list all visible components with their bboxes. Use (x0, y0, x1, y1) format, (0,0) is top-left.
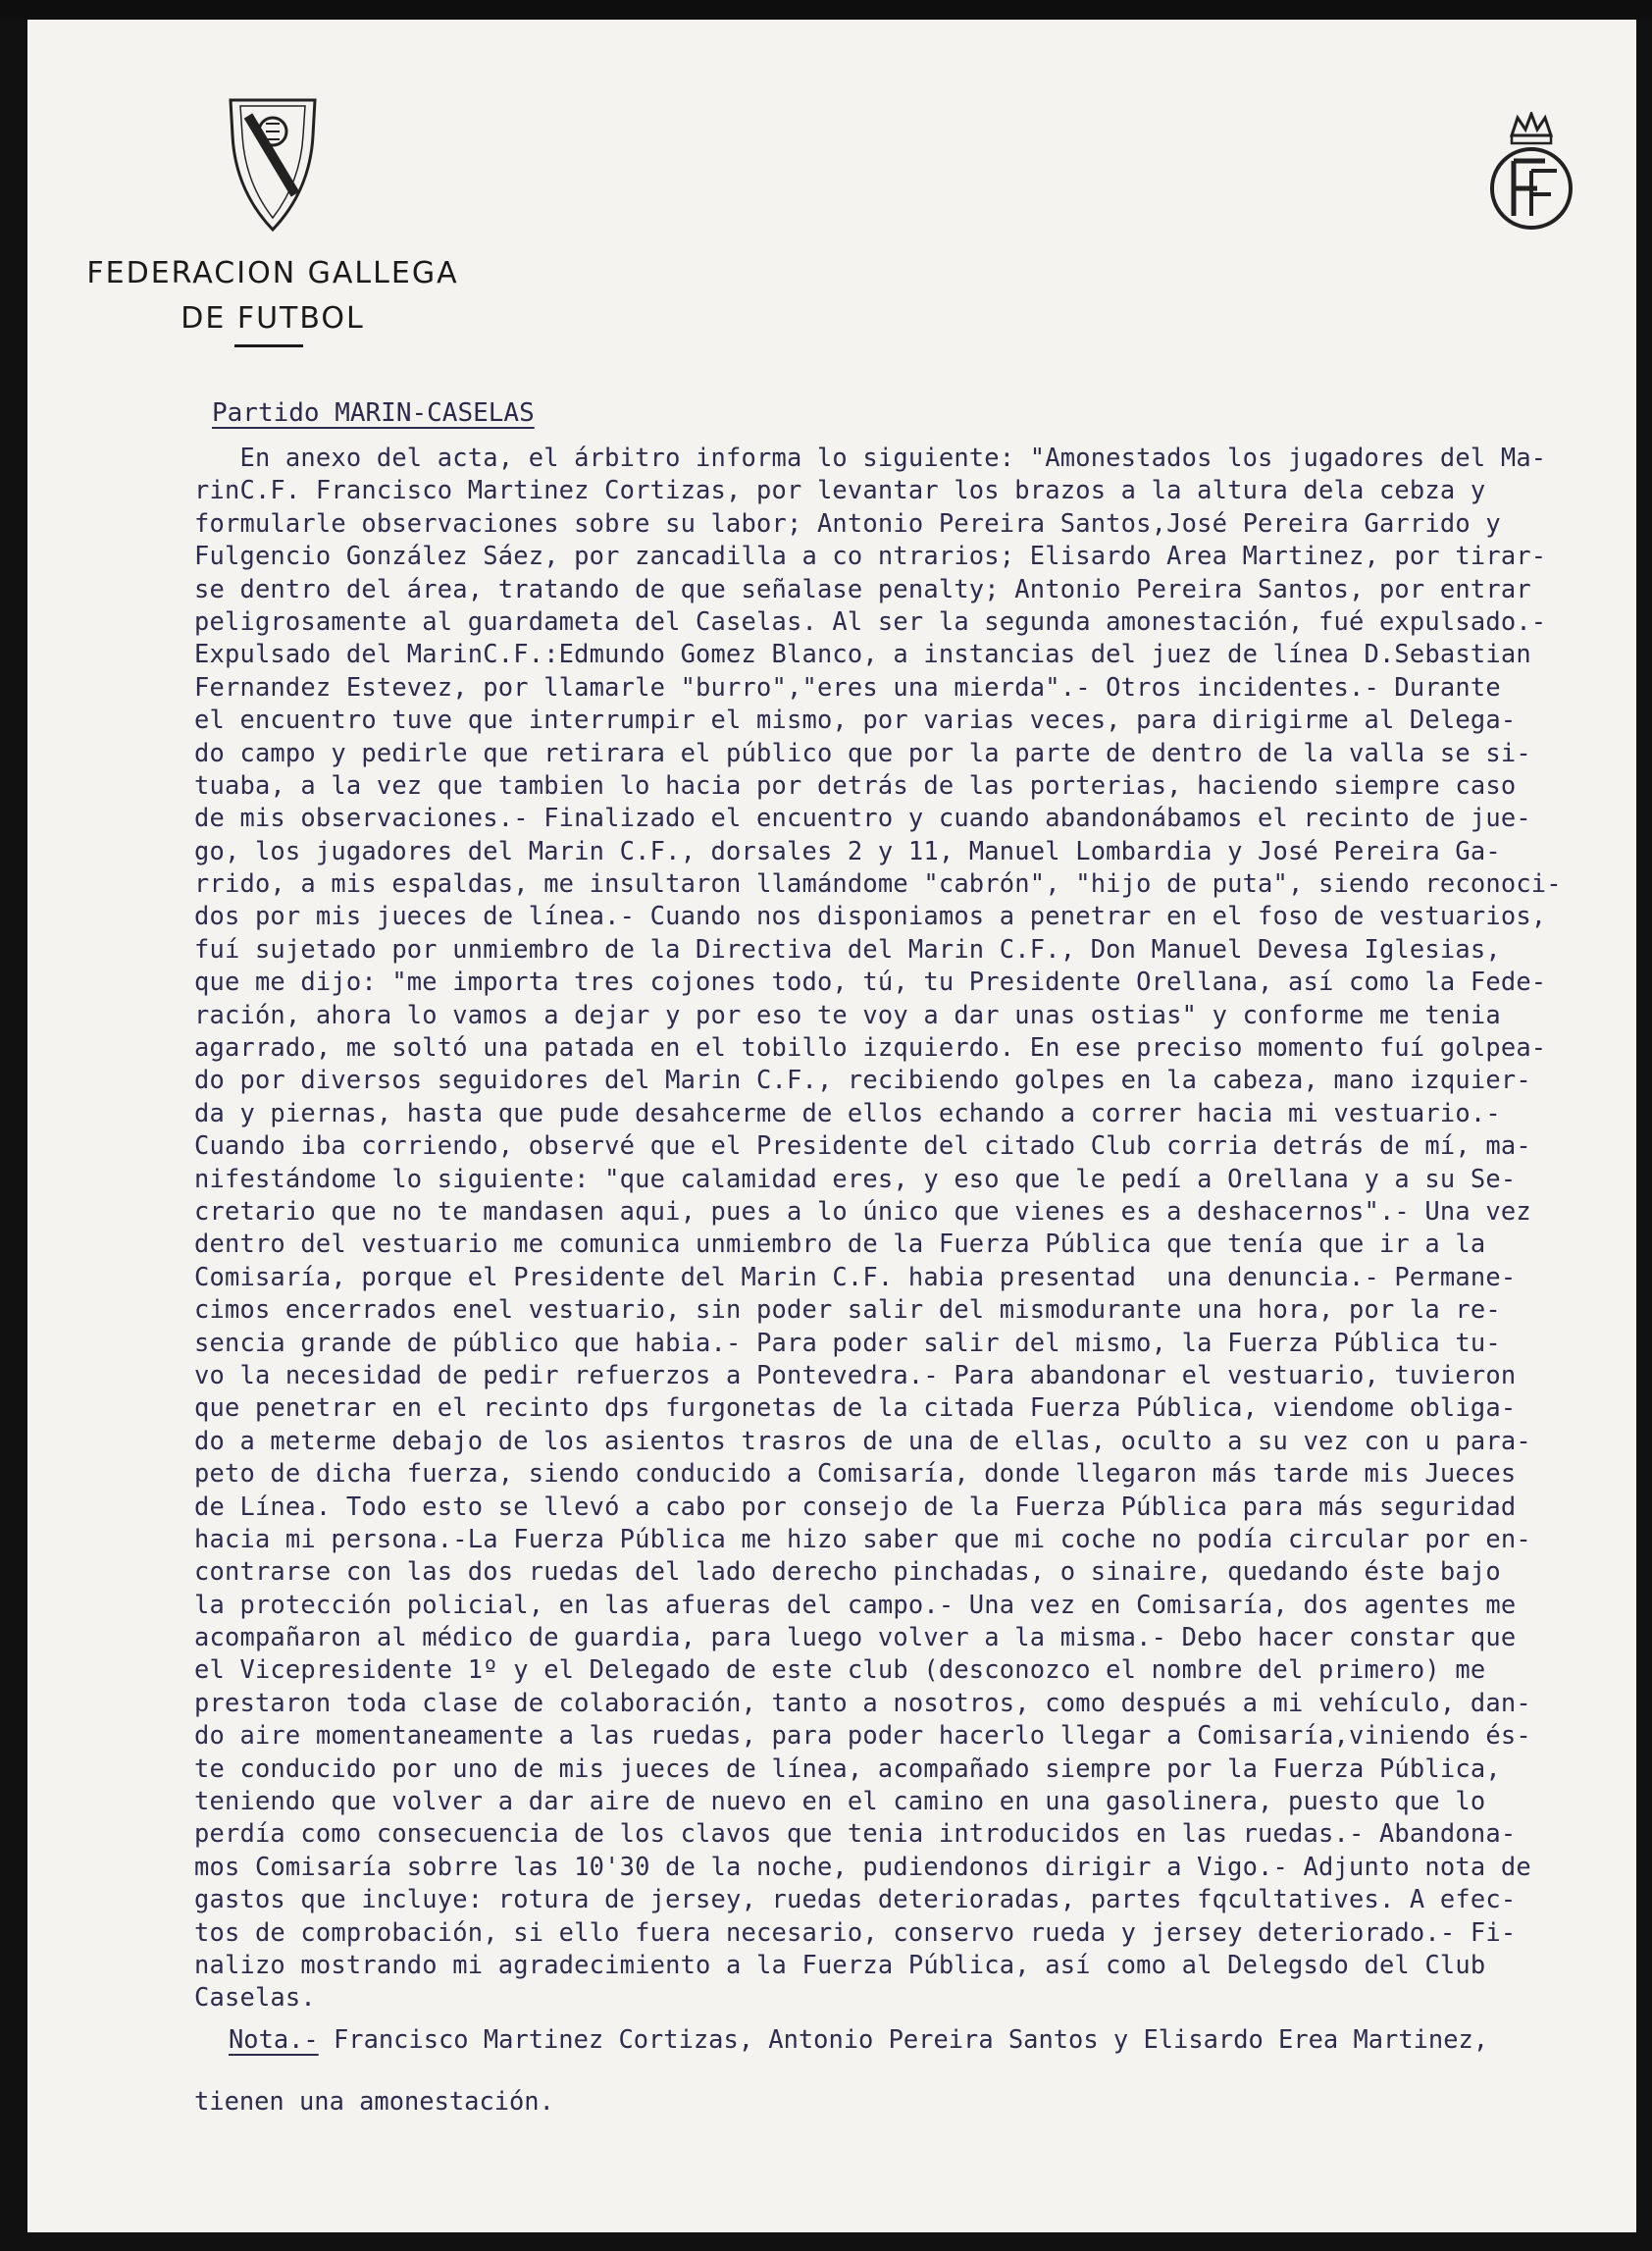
body-line: rrido, a mis espaldas, me insultaron llamándome "cabrón", "hijo de puta", siendo reconoci- (194, 868, 1562, 899)
body-line: nifestándome lo siguiente: "que calamidad eres, y eso que le pedí a Orellana y a su Se- (194, 1163, 1517, 1193)
body-line: cretario que no te mandasen aqui, pues a lo único que vienes es a deshacernos".- Una vez (194, 1195, 1531, 1226)
body-line: teniendo que volver a dar aire de nuevo en el camino en una gasolinera, puesto que lo (194, 1786, 1486, 1816)
document-page (27, 20, 1636, 2232)
body-line: ración, ahora lo vamos a dejar y por eso te voy a dar unas ostias" y conforme me tenia (194, 999, 1501, 1029)
body-line: el encuentro tuve que interrumpir el mismo, por varias veces, para dirigirme al Delega- (194, 705, 1517, 735)
body-line: En anexo del acta, el árbitro informa lo siguiente: "Amonestados los jugadores del Ma- (194, 443, 1547, 472)
body-line: agarrado, me soltó una patada en el tobillo izquierdo. En ese preciso momento fuí golpea- (194, 1032, 1547, 1063)
body-line: la protección policial, en las afueras del campo.- Una vez en Comisaría, dos agentes me (194, 1589, 1517, 1619)
body-line: tos de comprobación, si ello fuera necesario, conservo rueda y jersey deteriorado.- Fi- (194, 1916, 1517, 1947)
body-line: go, los jugadores del Marin C.F., dorsales 2 y 11, Manuel Lombardia y José Pereira Ga- (194, 835, 1501, 865)
letterhead-rule (234, 344, 303, 347)
body-line: Expulsado del MarinC.F.:Edmundo Gomez Blanco, a instancias del juez de línea D.Sebastian (194, 639, 1531, 669)
body-line: perdía como consecuencia de los clavos que tenia introducidos en las ruedas.- Abandona- (194, 1818, 1517, 1849)
note-label: Nota.- (229, 2024, 319, 2054)
body-line: do a meterme debajo de los asientos trasros de una de ellas, oculto a su vez con u para- (194, 1425, 1531, 1455)
body-line: nalizo mostrando mi agradecimiento a la Fuerza Pública, así como al Delegsdo del Club (194, 1949, 1486, 1979)
federation-name-line1: FEDERACION GALLEGA (86, 256, 459, 290)
body-line: Fulgencio González Sáez, por zancadilla a co ntrarios; Elisardo Area Martinez, por tirar- (194, 541, 1547, 571)
crown-emblem-logo (1486, 112, 1576, 236)
body-line: cimos encerrados enel vestuario, sin poder salir del mismodurante una hora, por la re- (194, 1294, 1501, 1325)
body-line: do por diversos seguidores del Marin C.F., recibiendo golpes en la cabeza, mano izquier- (194, 1065, 1531, 1095)
body-line: mos Comisaría sobrre las 10'30 de la noche, pudiendonos dirigir a Vigo.- Adjunto nota de (194, 1851, 1531, 1881)
body-line: Cuando iba corriendo, observé que el Presidente del citado Club corria detrás de mí, ma- (194, 1130, 1531, 1161)
federation-name-line2: DE FUTBOL (181, 301, 365, 336)
match-title: Partido MARIN-CASELAS (212, 398, 535, 428)
body-line: formularle observaciones sobre su labor; Antonio Pereira Santos,José Pereira Garrido y (194, 507, 1501, 538)
note-text: Francisco Martinez Cortizas, Antonio Pereira Santos y Elisardo Erea Martinez, (318, 2024, 1489, 2054)
body-line: Caselas. (194, 1982, 316, 2013)
body-line: vo la necesidad de pedir refuerzos a Pontevedra.- Para abandonar el vestuario, tuvieron (194, 1359, 1517, 1389)
body-line: sencia grande de público que habia.- Para poder salir del mismo, la Fuerza Pública tu- (194, 1327, 1501, 1357)
note-continuation: tienen una amonestación. (194, 2086, 554, 2116)
report-body (194, 442, 1636, 2015)
body-line: que penetrar en el recinto dps furgonetas de la citada Fuerza Pública, viendome obliga- (194, 1392, 1517, 1423)
body-line: dentro del vestuario me comunica unmiembro de la Fuerza Pública que tenía que ir a la (194, 1229, 1486, 1259)
body-line: tuaba, a la vez que tambien lo hacia por detrás de las porterias, haciendo siempre caso (194, 769, 1517, 800)
scan-border-top (0, 0, 1652, 20)
body-line: dos por mis jueces de línea.- Cuando nos disponiamos a penetrar en el foso de vestuarios, (194, 901, 1547, 931)
body-line: hacia mi persona.-La Fuerza Pública me hizo saber que mi coche no podía circular por en- (194, 1523, 1531, 1553)
body-line: te conducido por uno de mis jueces de línea, acompañado siempre por la Fuerza Pública, (194, 1753, 1501, 1783)
body-line: Fernandez Estevez, por llamarle "burro","eres una mierda".- Otros incidentes.- Durante (194, 671, 1501, 702)
body-line: peto de dicha fuerza, siendo conducido a Comisaría, donde llegaron más tarde mis Jueces (194, 1458, 1517, 1489)
body-line: contrarse con las dos ruedas del lado derecho pinchadas, o sinaire, quedando éste bajo (194, 1556, 1501, 1587)
body-line: de Línea. Todo esto se llevó a cabo por consejo de la Fuerza Pública para más seguridad (194, 1491, 1517, 1521)
body-line: peligrosamente al guardameta del Caselas. Al ser la segunda amonestación, fué expulsado.- (194, 605, 1547, 636)
federation-shield-logo (227, 96, 319, 234)
body-line: que me dijo: "me importa tres cojones todo, tú, tu Presidente Orellana, así como la Fede- (194, 967, 1547, 997)
body-line: gastos que incluye: rotura de jersey, ruedas deterioradas, partes fqcultatives. A efec- (194, 1884, 1517, 1914)
note-line (229, 2024, 1488, 2054)
body-line: fuí sujetado por unmiembro de la Directiva del Marin C.F., Don Manuel Devesa Iglesias, (194, 933, 1501, 964)
body-line: rinC.F. Francisco Martinez Cortizas, por levantar los brazos a la altura dela cebza y (194, 475, 1486, 505)
body-line: se dentro del área, tratando de que señalase penalty; Antonio Pereira Santos, por entrar (194, 573, 1531, 603)
body-line: Comisaría, porque el Presidente del Marin C.F. habia presentad una denuncia.- Permane- (194, 1261, 1517, 1291)
body-line: prestaron toda clase de colaboración, tanto a nosotros, como después a mi vehículo, dan- (194, 1687, 1531, 1717)
body-line: acompañaron al médico de guardia, para luego volver a la misma.- Debo hacer constar que (194, 1622, 1517, 1652)
body-line: da y piernas, hasta que pude desahcerme de ellos echando a correr hacia mi vestuario.- (194, 1097, 1501, 1127)
body-line: de mis observaciones.- Finalizado el encuentro y cuando abandonábamos el recinto de jue- (194, 803, 1531, 833)
body-line: do campo y pedirle que retirara el público que por la parte de dentro de la valla se si- (194, 737, 1531, 767)
body-line: do aire momentaneamente a las ruedas, para poder hacerlo llegar a Comisaría,viniendo és- (194, 1720, 1531, 1751)
body-line: el Vicepresidente 1º y el Delegado de este club (desconozco el nombre del primero) me (194, 1654, 1486, 1685)
federation-name (67, 251, 479, 341)
